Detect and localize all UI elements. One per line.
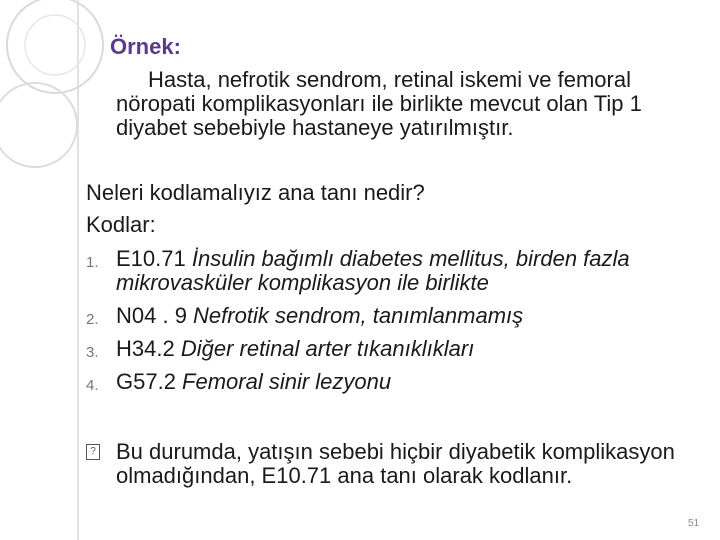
conclusion-text: Bu durumda, yatışın sebebi hiçbir diyabetik komplikasyon olmadığından, E10.71 ana tanı olarak kodlanır. xyxy=(116,439,675,488)
slide-heading: Örnek: xyxy=(110,34,181,59)
code-item-2 xyxy=(86,304,716,328)
diagnosis-description: Diğer retinal arter tıkanıklıkları xyxy=(180,336,475,361)
code-item-4 xyxy=(86,370,716,394)
diagnosis-description: Femoral sinir lezyonu xyxy=(182,369,392,394)
code-list xyxy=(86,247,716,403)
page-number: 51 xyxy=(688,518,700,529)
bullet-box-icon: ? xyxy=(86,444,100,460)
item-number: 3. xyxy=(86,344,99,361)
item-number: 4. xyxy=(86,377,99,394)
diagnosis-description: İnsulin bağımlı diabetes mellitus, birden fazla mikrovasküler komplikasyon ile birlikte xyxy=(116,246,630,295)
item-number: 2. xyxy=(86,311,99,328)
diagnosis-code: G57.2 xyxy=(116,369,183,394)
item-number: 1. xyxy=(86,254,99,271)
code-item-1 xyxy=(86,247,716,295)
question-text: Neleri kodlamalıyız ana tanı nedir? xyxy=(86,180,425,205)
intro-paragraph: Hasta, nefrotik sendrom, retinal iskemi ve femoral nöropati komplikasyonları ile birlikte mevcut olan Tip 1 diyabet sebebiyle hastaneye yatırılmıştır. xyxy=(116,67,642,140)
diagnosis-description: Nefrotik sendrom, tanımlanmamış xyxy=(193,303,524,328)
codes-title: Kodlar: xyxy=(86,212,156,237)
code-item-3 xyxy=(86,337,716,361)
diagnosis-code: E10.71 xyxy=(116,246,192,271)
diagnosis-code: H34.2 xyxy=(116,336,181,361)
conclusion-bullet xyxy=(86,440,676,488)
diagnosis-code: N04 . 9 xyxy=(116,303,194,328)
